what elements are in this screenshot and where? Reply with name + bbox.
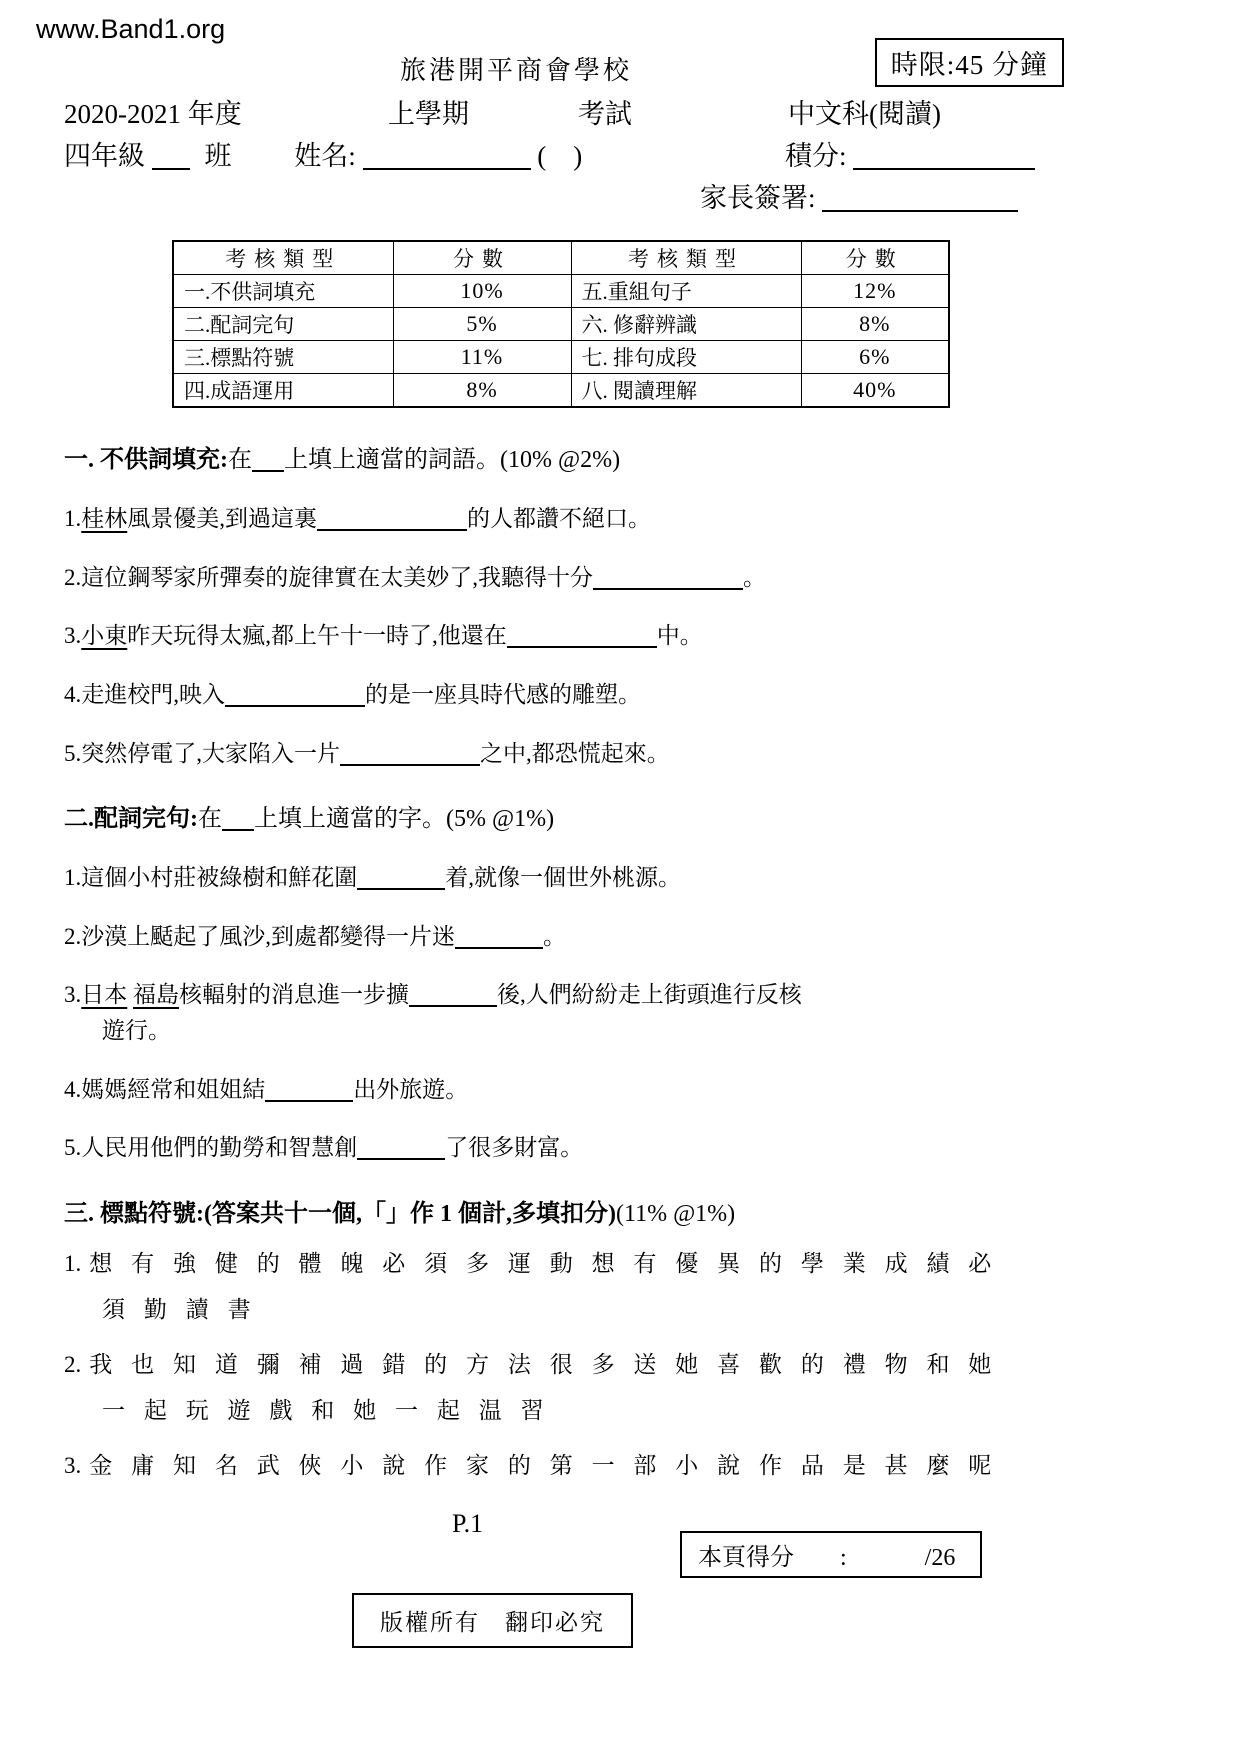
class-number-blank[interactable] [152, 168, 190, 170]
answer-blank[interactable] [507, 646, 657, 648]
school-year: 2020-2021 年度 [64, 99, 242, 129]
text-segment: 了很多財富。 [445, 1135, 584, 1161]
answer-blank[interactable] [357, 1158, 445, 1160]
text-segment: 沙漠上颳起了風沙,到處都變得一片迷 [81, 923, 455, 949]
text-segment: 上填上適當的詞語。(10% @2%) [284, 447, 621, 473]
score-line [785, 134, 1035, 173]
score-table-header-cell: 分數 [393, 241, 571, 275]
text-segment: 一起玩遊戲和她一起温習 [102, 1398, 563, 1424]
answer-blank[interactable] [265, 1100, 353, 1102]
page-score-value: /26 [924, 1545, 956, 1572]
proper-noun: 桂林 [81, 506, 128, 531]
text-segment: 着,就像一個世外桃源。 [445, 865, 681, 891]
category-cell: 五.重組句子 [571, 275, 801, 308]
category-cell: 七. 排句成段 [571, 341, 801, 374]
question [64, 560, 1132, 596]
text-segment: 出外旅遊。 [353, 1076, 469, 1102]
answer-blank[interactable] [409, 1005, 497, 1007]
parent-signature-blank[interactable] [822, 210, 1018, 212]
copyright-box: 版權所有 翻印必究 [352, 1593, 633, 1648]
percent-cell: 8% [801, 308, 949, 341]
class-label: 班 [204, 141, 232, 171]
class-number-paren: ( ) [537, 141, 583, 171]
text-segment: 昨天玩得太瘋,都上午十一時了,他還在 [127, 623, 507, 649]
question-number: 5. [64, 740, 82, 766]
text-segment: 風景優美,到過這裏 [127, 506, 317, 531]
score-table-header-cell: 分數 [801, 241, 949, 275]
category-cell: 六. 修辭辨識 [571, 308, 801, 341]
answer-blank[interactable] [455, 947, 543, 949]
text-segment: 人民用他們的勤勞和智慧創 [81, 1135, 358, 1161]
score-label: 積分: [785, 141, 847, 171]
parent-signature-label: 家長簽署: [700, 183, 816, 213]
exam-sections [0, 408, 1240, 1489]
answer-blank[interactable] [357, 888, 445, 890]
answer-blank[interactable] [340, 764, 480, 766]
student-name-blank[interactable] [363, 168, 531, 170]
question-number: 1. [64, 506, 82, 531]
section-label: 一. 不供詞填充: [64, 447, 228, 473]
exam-type-label: 考試 [578, 99, 632, 129]
text-segment: 我也知道彌補過錯的方法很多送她喜歡的禮物和她 [89, 1352, 1011, 1378]
question [64, 1130, 1132, 1166]
percent-cell: 5% [393, 308, 571, 341]
parent-signature-line [700, 176, 1018, 215]
text-segment: 突然停電了,大家陷入一片 [81, 740, 340, 766]
text-segment: 的人都讚不絕口。 [467, 506, 651, 531]
question [64, 1241, 1132, 1333]
question [64, 1443, 1132, 1489]
question-number: 1. [64, 865, 82, 891]
answer-blank[interactable] [225, 705, 365, 707]
text-segment: 上填上適當的字。(5% @1%) [254, 806, 555, 833]
score-table-row [173, 308, 949, 341]
subject-label: 中文科(閱讀) [788, 99, 941, 129]
question-number: 5. [64, 1135, 82, 1161]
question-number: 3. [64, 623, 82, 649]
category-cell: 四.成語運用 [173, 374, 393, 408]
score-table-row [173, 341, 949, 374]
category-cell: 三.標點符號 [173, 341, 393, 374]
category-cell: 八. 閱讀理解 [571, 374, 801, 408]
proper-noun: 福島 [133, 982, 179, 1008]
section-label: 二.配詞完句: [64, 806, 198, 833]
category-cell: 二.配詞完句 [173, 308, 393, 341]
text-segment: 之中,都恐慌起來。 [480, 740, 670, 766]
text-segment: 。 [543, 923, 566, 949]
answer-blank[interactable] [593, 588, 743, 590]
text-segment: 在 [198, 806, 222, 833]
question [64, 860, 1132, 896]
question-number: 2. [64, 923, 82, 949]
score-table-header-row [173, 241, 949, 275]
question-number: 4. [64, 681, 82, 707]
school-name: 旅港開平商會學校 [400, 56, 633, 85]
grade-name-line [64, 134, 582, 173]
grade-label: 四年級 [64, 141, 145, 171]
question-number: 2. [64, 1352, 82, 1378]
score-table-row [173, 374, 949, 408]
score-blank[interactable] [853, 168, 1035, 170]
page-score-colon: : [840, 1545, 847, 1572]
text-segment: (11% @1%) [615, 1201, 736, 1228]
text-segment: 。 [743, 564, 766, 590]
question-number: 1. [64, 1251, 82, 1277]
section-title [64, 442, 1132, 478]
text-segment: 這個小村莊被綠樹和鮮花圍 [81, 865, 358, 891]
score-table-row [173, 275, 949, 308]
question [64, 1342, 1132, 1434]
question [64, 618, 1132, 654]
text-segment: 後,人們紛紛走上街頭進行反核 [497, 982, 802, 1008]
proper-noun: 日本 [81, 982, 128, 1008]
text-segment: 的是一座具時代感的雕塑。 [365, 681, 641, 707]
text-segment: 媽媽經常和姐姐結 [81, 1076, 266, 1102]
name-label: 姓名: [294, 141, 356, 171]
question-number: 4. [64, 1076, 82, 1102]
page-number: P.1 [452, 1509, 484, 1539]
answer-blank[interactable] [222, 829, 254, 831]
section-title [64, 801, 1132, 837]
section-label: 三. 標點符號:(答案共十一個,「」作 1 個計,多填扣分) [64, 1201, 616, 1228]
time-limit-box: 時限:45 分鐘 [875, 38, 1064, 87]
text-segment: 這位鋼琴家所彈奏的旋律實在太美妙了,我聽得十分 [81, 564, 593, 590]
text-segment: 中。 [656, 623, 703, 649]
percent-cell: 8% [393, 374, 571, 408]
score-table [172, 240, 950, 408]
question [64, 977, 1132, 1048]
question [64, 677, 1132, 713]
exam-header [0, 0, 1240, 224]
section-title [64, 1196, 1132, 1232]
page-score-box [680, 1531, 982, 1578]
text-segment: 金庸知名武俠小說作家的第一部小說作品是甚麼呢 [89, 1453, 1011, 1479]
question [64, 501, 1132, 537]
score-table-header-cell: 考核類型 [173, 241, 393, 275]
text-segment: 想有強健的體魄必須多運動想有優異的學業成績必 [89, 1251, 1011, 1277]
site-watermark: www.Band1.org [36, 14, 226, 44]
text-segment: 遊行。 [102, 1018, 171, 1044]
text-segment: 核輻射的消息進一步擴 [179, 982, 409, 1008]
page-footer [0, 1505, 1240, 1745]
question-number: 2. [64, 564, 82, 590]
page-score-label: 本頁得分 [698, 1545, 794, 1572]
category-cell: 一.不供詞填充 [173, 275, 393, 308]
proper-noun: 小東 [81, 623, 128, 649]
question [64, 919, 1132, 955]
percent-cell: 10% [393, 275, 571, 308]
question [64, 736, 1132, 772]
percent-cell: 12% [801, 275, 949, 308]
answer-blank[interactable] [317, 529, 467, 531]
percent-cell: 11% [393, 341, 571, 374]
percent-cell: 6% [801, 341, 949, 374]
percent-cell: 40% [801, 374, 949, 408]
text-segment: 走進校門,映入 [81, 681, 225, 707]
question-number: 3. [64, 1453, 82, 1479]
question [64, 1072, 1132, 1108]
text-segment: 在 [228, 447, 252, 473]
score-table-header-cell: 考核類型 [571, 241, 801, 275]
question-number: 3. [64, 982, 82, 1008]
term-label: 上學期 [388, 99, 469, 129]
answer-blank[interactable] [252, 470, 284, 472]
text-segment: 須勤讀書 [102, 1297, 270, 1323]
